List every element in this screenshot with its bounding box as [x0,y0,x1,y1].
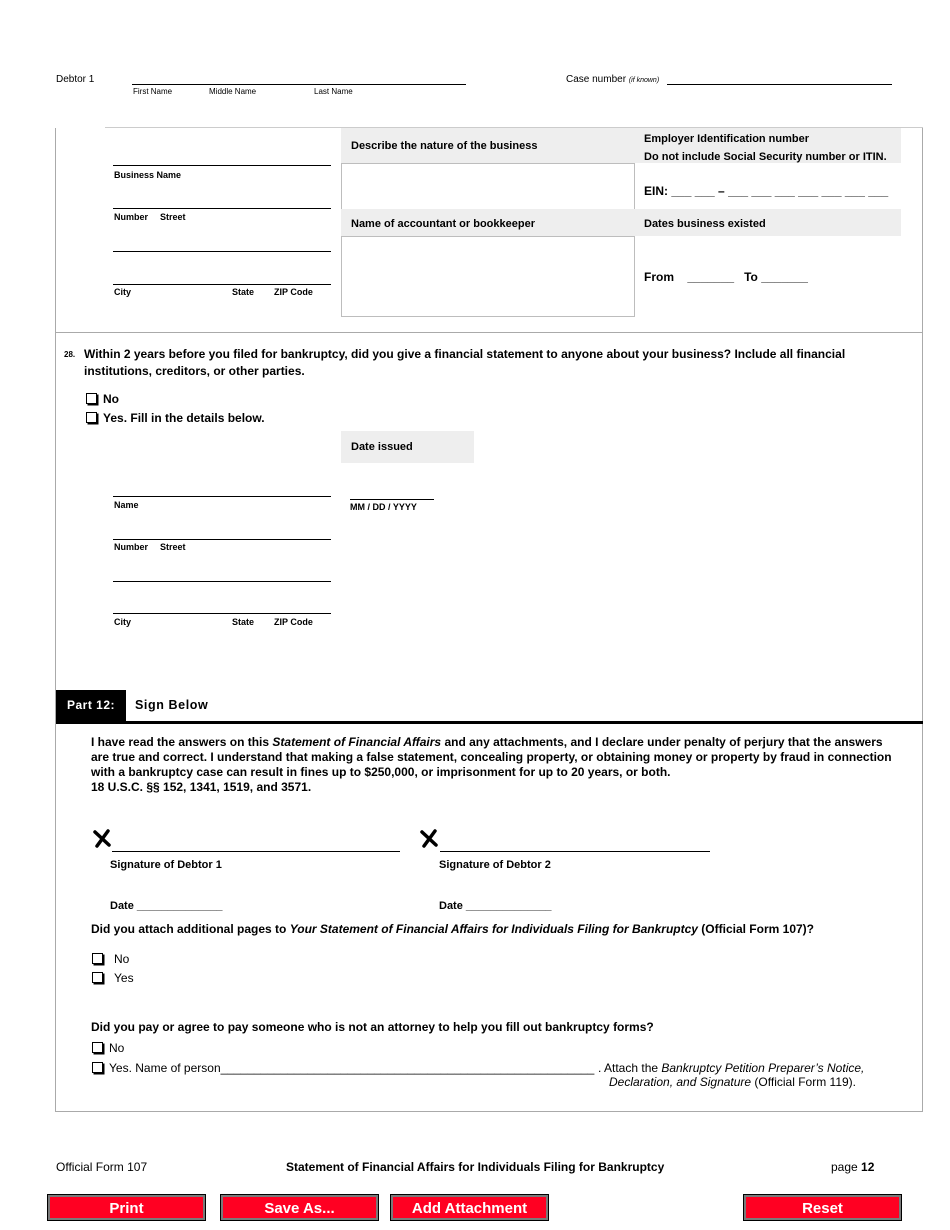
footer-page: page 12 [831,1160,875,1174]
sign-here-x-icon-2 [419,829,439,854]
q28-zip-label: ZIP Code [274,617,313,627]
ein-title: Employer Identification number [644,133,810,145]
date-issued-line[interactable] [350,499,434,500]
ein-field[interactable]: EIN: ___ ___ – ___ ___ ___ ___ ___ ___ ___ [644,184,889,198]
frame-right [922,128,923,1112]
part12-title: Sign Below [135,698,209,712]
q28-name-line[interactable] [113,496,331,497]
attach-no-checkbox[interactable] [92,953,103,964]
q28-name-label: Name [114,500,139,510]
q28-street-label: Street [160,542,186,552]
add-attachment-button[interactable]: Add Attachment [391,1195,548,1220]
preparer-name-field[interactable]: ________________________________________________________ [220,1061,595,1075]
debtor-label: Debtor 1 [56,74,95,85]
q28-street-line[interactable] [113,539,331,540]
date-format-label: MM / DD / YYYY [350,502,417,512]
frame-bottom [55,1111,923,1112]
q28-state-label: State [232,617,255,627]
business-name-line[interactable] [113,165,331,166]
q28-yes-option[interactable]: Yes. Fill in the details below. [86,411,265,425]
date-issued-label: Date issued [351,441,413,453]
business-zip-label: ZIP Code [274,287,313,297]
attach-no-option[interactable]: No [92,952,129,966]
footer-title: Statement of Financial Affairs for Individuals Filing for Bankruptcy [286,1160,665,1174]
business-street-label: Street [160,212,186,222]
business-number-label: Number [114,212,149,222]
q28-no-option[interactable]: No [86,392,119,406]
date-debtor1-field[interactable]: Date ______________ [110,900,223,912]
print-button[interactable]: Print [48,1195,205,1220]
part12-tag: Part 12: [56,690,126,721]
sig1-label: Signature of Debtor 1 [110,859,222,871]
frame-left [55,128,56,1112]
q28-no-checkbox[interactable] [86,393,97,404]
business-city-line[interactable] [113,284,331,285]
attach-form-119-note-2: Declaration, and Signature (Official Form 119). [609,1075,857,1089]
pay-yes-option[interactable]: Yes. Name of person________________________________________________________ [92,1061,594,1075]
pay-question: Did you pay or agree to pay someone who is not an attorney to help you fill out bankruptcy forms? [91,1020,654,1034]
ein-note: Do not include Social Security number or ITIN. [644,151,887,163]
q28-city-label: City [114,617,132,627]
attach-yes-option[interactable]: Yes [92,971,134,985]
pay-no-option[interactable]: No [92,1041,124,1055]
business-city-label: City [114,287,132,297]
debtor-name-line[interactable] [132,84,466,85]
dates-field[interactable]: From _______ To _______ [644,270,808,284]
save-as-button[interactable]: Save As... [221,1195,378,1220]
first-name-label: First Name [133,87,173,96]
middle-name-label: Middle Name [209,87,257,96]
pay-yes-checkbox[interactable] [92,1062,103,1073]
q28-city-line[interactable] [113,613,331,614]
attach-form-119-note: . Attach the Bankruptcy Petition Preparer’s Notice, [598,1061,865,1075]
accountant-field[interactable] [341,236,635,317]
business-street2-line[interactable] [113,251,331,252]
reset-button[interactable]: Reset [744,1195,901,1220]
sig2-label: Signature of Debtor 2 [439,859,551,871]
attach-yes-checkbox[interactable] [92,972,103,983]
accountant-label: Name of accountant or bookkeeper [351,218,535,230]
last-name-label: Last Name [314,87,353,96]
q28-street2-line[interactable] [113,581,331,582]
business-state-label: State [232,287,255,297]
business-name-label: Business Name [114,170,182,180]
declaration-text: I have read the answers on this Statement of Financial Affairs and any attachments, and I declare under penalty of perjury that the answers are true and correct. I understand that making a false statement, concealing property, or obtaining money or property by fraud in connection with a bankruptcy case can result in fines up to $250,000, or imprisonment for up to 20 years, or both. 18 U.S.C. §§ 152, 1341, 1519, and 3571. [91,735,892,794]
pay-no-checkbox[interactable] [92,1042,103,1053]
q28-yes-checkbox[interactable] [86,412,97,423]
nature-label: Describe the nature of the business [351,140,538,152]
signature-debtor1-line[interactable] [112,851,400,852]
q28-number-label: Number [114,542,149,552]
part12-rule [56,721,923,724]
q28-number: 28. [64,350,76,359]
sign-here-x-icon-1 [92,829,112,854]
section-divider [55,332,923,333]
business-street-line[interactable] [113,208,331,209]
attach-question: Did you attach additional pages to Your Statement of Financial Affairs for Individuals Filing for Bankruptcy (Official Form 107)? [91,922,814,936]
nature-field[interactable] [341,163,635,210]
case-number-line[interactable] [667,84,892,85]
dates-label: Dates business existed [644,218,766,230]
case-number-label: Case number (if known) [566,74,660,85]
date-debtor2-field[interactable]: Date ______________ [439,900,552,912]
q28-question: Within 2 years before you filed for bankruptcy, did you give a financial statement to anyone about your business? Include all financial institutions, creditors, or other parties. [84,347,846,378]
signature-debtor2-line[interactable] [440,851,710,852]
footer-form: Official Form 107 [56,1160,148,1174]
